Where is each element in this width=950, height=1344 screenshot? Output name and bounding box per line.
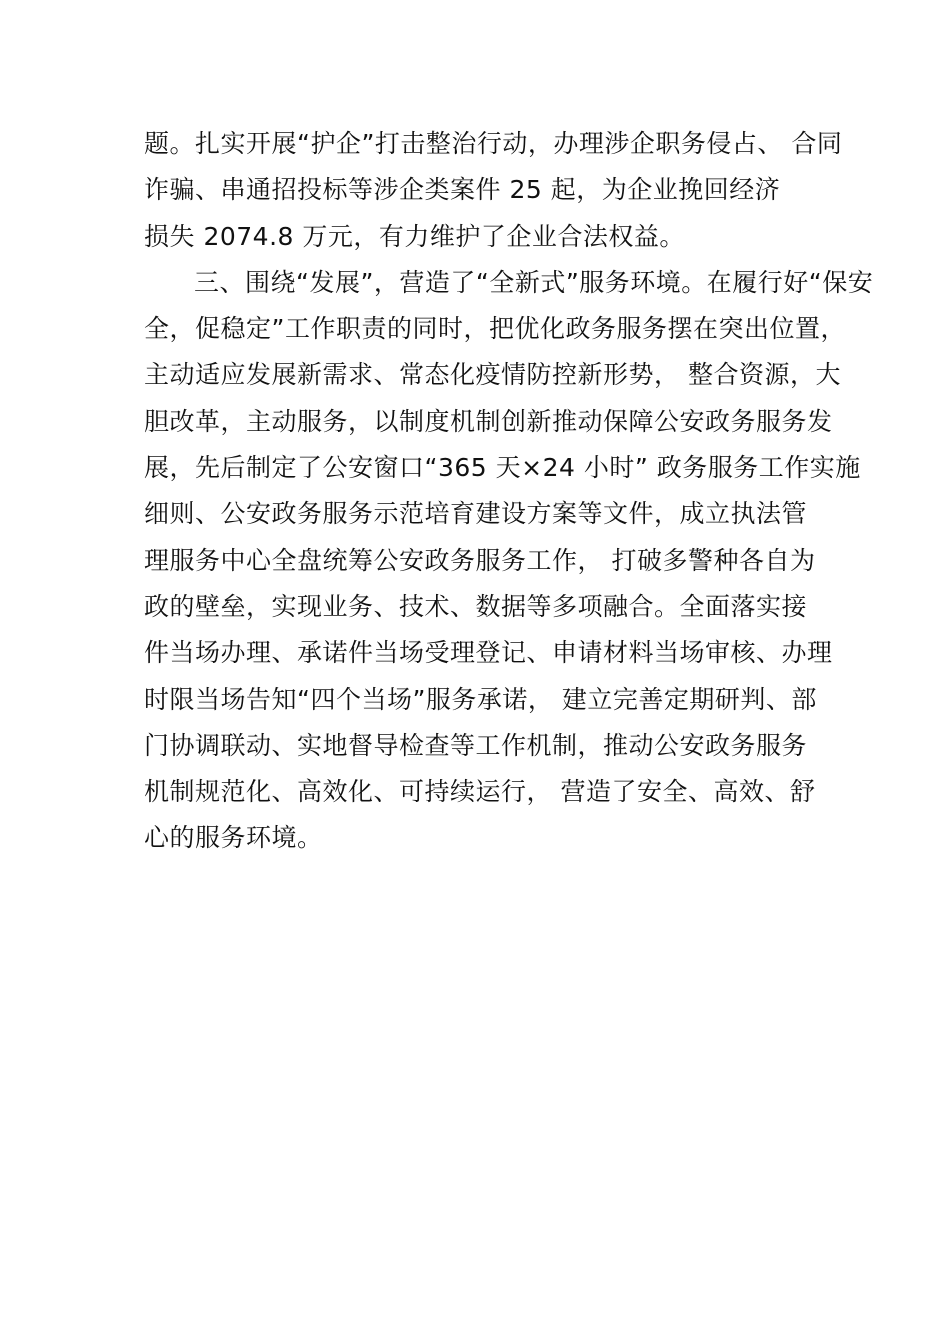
text-line: 损失 2074.8 万元，有力维护了企业合法权益。 bbox=[144, 221, 685, 251]
paragraph-start-line: 三、围绕“发展”，营造了“全新式”服务环境。在履行好“保安 bbox=[194, 267, 874, 297]
text-line: 时限当场告知“四个当场”服务承诺， 建立完善定期研判、部 bbox=[144, 684, 817, 714]
text-line: 门协调联动、实地督导检查等工作机制，推动公安政务服务 bbox=[144, 730, 808, 760]
text-line: 展，先后制定了公安窗口“365 天×24 小时” 政务服务工作实施 bbox=[144, 453, 861, 483]
text-line: 细则、公安政务服务示范培育建设方案等文件，成立执法管 bbox=[144, 499, 808, 529]
text-line: 心的服务环境。 bbox=[144, 823, 323, 853]
text-line: 胆改革，主动服务，以制度机制创新推动保障公安政务服务发 bbox=[144, 406, 833, 436]
text-line: 诈骗、串通招投标等涉企类案件 25 起，为企业挽回经济 bbox=[144, 175, 781, 205]
text-line: 件当场办理、承诺件当场受理登记、申请材料当场审核、办理 bbox=[144, 638, 833, 668]
text-line: 主动适应发展新需求、常态化疫情防控新形势， 整合资源，大 bbox=[144, 360, 841, 390]
text-line: 理服务中心全盘统筹公安政务服务工作， 打破多警种各自为 bbox=[144, 545, 816, 575]
text-line: 政的壁垒，实现业务、技术、数据等多项融合。全面落实接 bbox=[144, 591, 808, 621]
text-line: 全，促稳定”工作职责的同时，把优化政务服务摆在突出位置， bbox=[144, 314, 846, 344]
body-text bbox=[144, 121, 874, 862]
text-line: 题。扎实开展“护企”打击整治行动，办理涉企职务侵占、 合同 bbox=[144, 129, 843, 158]
text-line: 机制规范化、高效化、可持续运行， 营造了安全、高效、舒 bbox=[144, 777, 816, 807]
